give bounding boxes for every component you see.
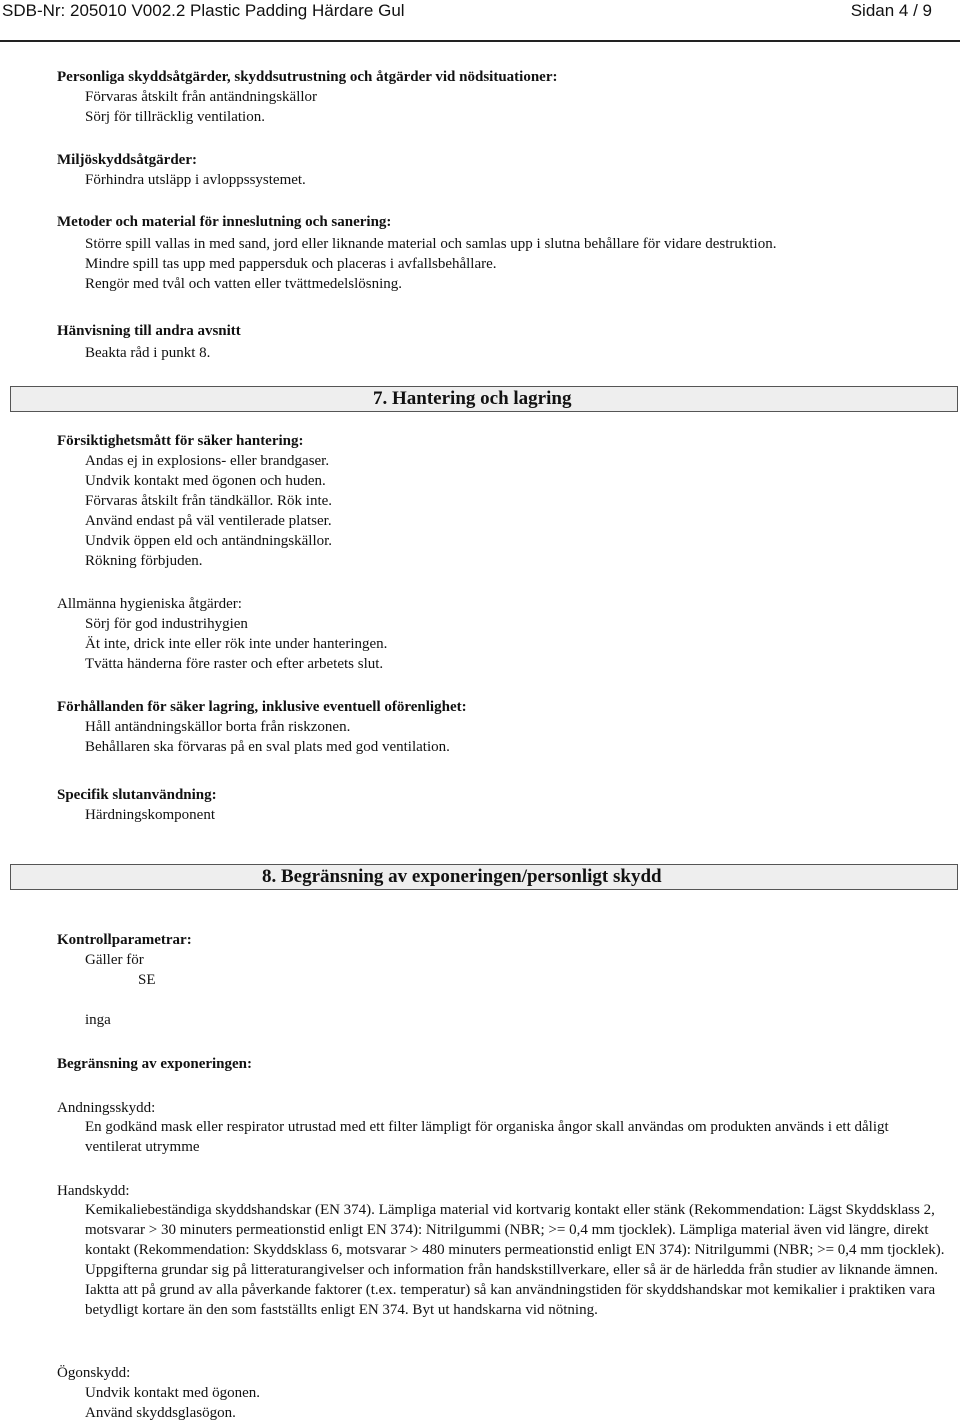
safe-handling-heading: Försiktighetsmått för säker hantering: [57,433,304,449]
hand-protection-label: Handskydd: [57,1183,130,1199]
storage-heading: Förhållanden för säker lagring, inklusive eventuell oförenlighet: [57,699,467,715]
end-use-heading: Specifik slutanvändning: [57,787,217,803]
environmental-precautions-heading: Miljöskyddsåtgärder: [57,152,197,168]
header-divider [0,40,960,42]
safe-handling-line: Undvik öppen eld och antändningskällor. [85,533,333,549]
personal-precautions-heading: Personliga skyddsåtgärder, skyddsutrustning och åtgärder vid nödsituationer: [57,69,558,85]
safe-handling-line: Undvik kontakt med ögonen och huden. [85,473,326,489]
environmental-precautions-line: Förhindra utsläpp i avloppssystemet. [85,172,306,188]
eye-protection-label: Ögonskydd: [57,1365,131,1381]
respiratory-protection-label: Andningsskydd: [57,1100,156,1116]
eye-protection-line: Undvik kontakt med ögonen. [85,1385,260,1401]
containment-line: Större spill vallas in med sand, jord eller liknande material och samlas upp i slutna behållare för vidare destruktion. [85,236,777,252]
hygiene-line: Tvätta händerna före raster och efter arbetets slut. [85,656,384,672]
storage-line: Håll antändningskällor borta från riskzonen. [85,719,351,735]
safe-handling-line: Rökning förbjuden. [85,553,203,569]
respiratory-protection-text: En godkänd mask eller respirator utrustad med ett filter lämpligt för organiska ångor skall användas om produkten används i ett dåligt ventilerat utrymme [85,1119,889,1155]
personal-precautions-line: Sörj för tillräcklig ventilation. [85,109,265,125]
country-code: SE [138,972,156,988]
page-number: Sidan 4 / 9 [850,1,932,20]
hand-protection-text: Kemikaliebeständiga skyddshandskar (EN 374). Lämpliga material vid kortvarig kontakt eller stänk (Rekommendation: Lägst Skyddsklass 2, motsvarar > 30 minuters permeationstid enligt EN 374): Nitrilgummi (NBR; >= 0,4 mm tjocklek). Lämpliga material även vid längre, direkt kontakt (Rekommendation: Skyddsklass 6, motsvarar > 480 minuters permeationstid enligt EN 374): Nitrilgummi (NBR; >= 0,4 mm tjocklek). Uppgifterna grundar sig på litteraturangivelser och information från handskstillverkare, eller så är de härledda från studier av liknande ämnen. Iakttа att på grund av alla påverkande faktorer (t.ex. temperatur) så kan användningstiden för skyddshandskar mot kemikalier i praktiken vara betydligt kortare än den som fastställts enligt EN 374. Byt ut handskarna vid nötning. [85,1202,945,1318]
safe-handling-line: Förvaras åtskilt från tändkällor. Rök inte. [85,493,333,509]
safe-handling-line: Andas ej in explosions- eller brandgaser. [85,453,330,469]
hygiene-heading: Allmänna hygieniska åtgärder: [57,596,242,612]
containment-line: Rengör med tvål och vatten eller tvättmedelslösning. [85,276,402,292]
eye-protection-line: Använd skyddsglasögon. [85,1405,236,1421]
containment-heading: Metoder och material för inneslutning och sanering: [57,214,392,230]
exposure-controls-heading: Begränsning av exponeringen: [57,1056,253,1072]
end-use-line: Härdningskomponent [85,807,215,823]
reference-line: Beakta råd i punkt 8. [85,345,211,361]
control-parameters-heading: Kontrollparametrar: [57,932,192,948]
document-header: SDB-Nr: 205010 V002.2 Plastic Padding Härdare Gul [2,1,405,20]
storage-line: Behållaren ska förvaras på en sval plats med god ventilation. [85,739,450,755]
applies-to-label: Gäller för [85,952,144,968]
hygiene-line: Sörj för god industrihygien [85,616,248,632]
reference-heading: Hänvisning till andra avsnitt [57,323,241,339]
exposure-limits-value: inga [85,1012,111,1028]
section-8-title: 8. Begränsning av exponeringen/personligt skydd [262,866,662,887]
section-7-title: 7. Hantering och lagring [373,388,572,409]
containment-line: Mindre spill tas upp med pappersduk och placeras i avfallsbehållare. [85,256,497,272]
personal-precautions-line: Förvaras åtskilt från antändningskällor [85,89,318,105]
hygiene-line: Ät inte, drick inte eller rök inte under hanteringen. [85,636,388,652]
safe-handling-line: Använd endast på väl ventilerade platser. [85,513,332,529]
